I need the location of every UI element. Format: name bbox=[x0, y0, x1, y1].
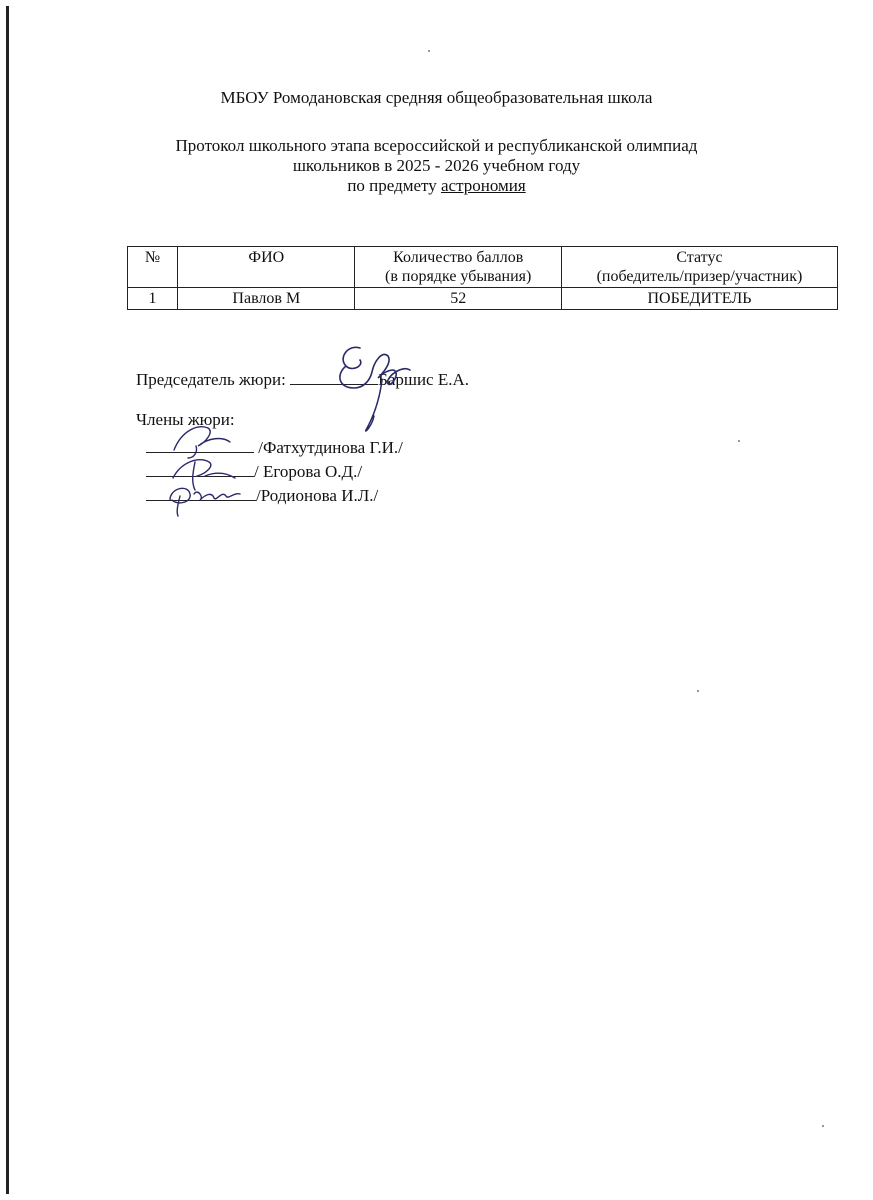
subject-name: астрономия bbox=[441, 176, 526, 195]
scan-speck bbox=[738, 440, 740, 442]
member-1-signature-line bbox=[146, 436, 254, 453]
protocol-title bbox=[0, 136, 873, 196]
header-score-line-2: (в порядке убывания) bbox=[385, 268, 532, 285]
jury-member-2 bbox=[146, 460, 362, 482]
header-status-line-1: Статус bbox=[676, 249, 723, 266]
table-header-row bbox=[128, 247, 838, 288]
protocol-line-2: школьников в 2025 - 2026 учебном году bbox=[292, 156, 581, 175]
jury-member-3 bbox=[146, 484, 378, 506]
member-2-name: / Егорова О.Д./ bbox=[254, 462, 363, 481]
results-table bbox=[127, 246, 838, 310]
chair-label: Председатель жюри: bbox=[136, 370, 286, 389]
subject-prefix: по предмету bbox=[347, 176, 441, 195]
member-3-signature-line bbox=[146, 484, 256, 501]
protocol-line-1: Протокол школьного этапа всероссийской и республиканской олимпиад bbox=[175, 136, 698, 155]
header-status bbox=[561, 247, 837, 288]
header-fio: ФИО bbox=[178, 247, 355, 288]
header-num: № bbox=[128, 247, 178, 288]
cell-fio: Павлов М bbox=[178, 288, 355, 310]
table-row bbox=[128, 288, 838, 310]
chair-signature-line bbox=[290, 368, 378, 385]
scan-speck bbox=[697, 690, 699, 692]
members-label: Члены жюри: bbox=[136, 410, 235, 429]
header-score bbox=[355, 247, 561, 288]
member-3-name: /Родионова И.Л./ bbox=[256, 486, 379, 505]
school-name: МБОУ Ромодановская средняя общеобразовательная школа bbox=[220, 88, 653, 107]
chair-name: Баршис Е.А. bbox=[378, 370, 470, 389]
cell-status: ПОБЕДИТЕЛЬ bbox=[561, 288, 837, 310]
header-status-line-2: (победитель/призер/участник) bbox=[596, 268, 803, 285]
cell-score: 52 bbox=[355, 288, 561, 310]
scan-speck bbox=[822, 1125, 824, 1127]
jury-member-1 bbox=[146, 436, 403, 458]
jury-chair bbox=[136, 368, 469, 390]
header-score-line-1: Количество баллов bbox=[393, 249, 524, 266]
member-2-signature-line bbox=[146, 460, 254, 477]
cell-num: 1 bbox=[128, 288, 178, 310]
scan-speck bbox=[428, 50, 430, 52]
member-1-name: /Фатхутдинова Г.И./ bbox=[258, 438, 403, 457]
protocol-subject-line bbox=[0, 176, 873, 196]
